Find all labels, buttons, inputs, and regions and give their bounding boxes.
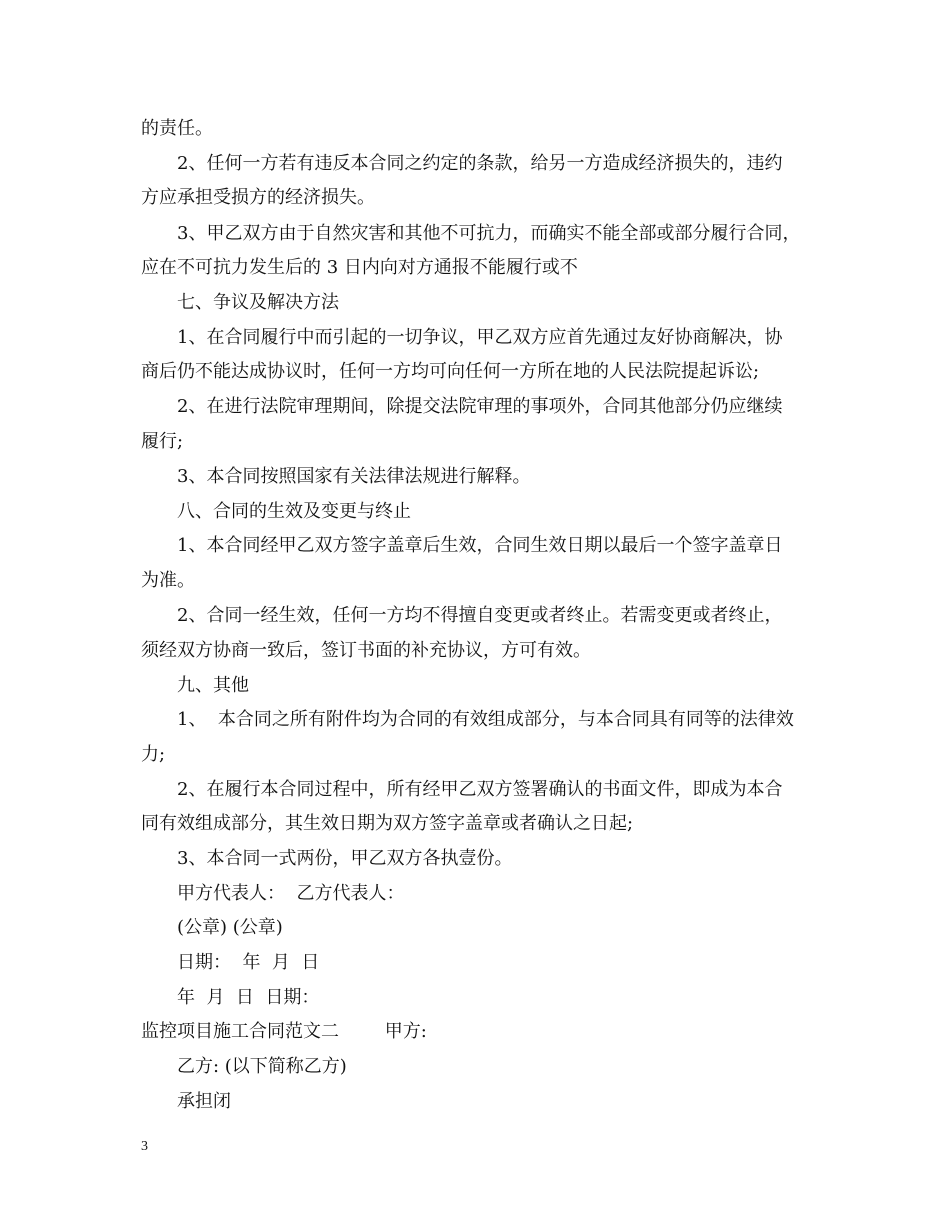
party-line: 乙方: (以下简称乙方) bbox=[177, 1056, 347, 1077]
text-line: 3、本合同一式两份，甲乙双方各执壹份。 bbox=[177, 848, 513, 869]
text-line: 应在不可抗力发生后的 3 日内向对方通报不能履行或不 bbox=[141, 257, 578, 278]
seal-line: (公章) (公章) bbox=[177, 917, 283, 938]
text-line: 3、本合同按照国家有关法律法规进行解释。 bbox=[177, 466, 531, 487]
text-line: 商后仍不能达成协议时，任何一方均可向任何一方所在地的人民法院提起诉讼; bbox=[141, 361, 760, 382]
text-line: 3、甲乙双方由于自然灾害和其他不可抗力，而确实不能全部或部分履行合同， bbox=[177, 223, 801, 244]
text-line: 承担闭 bbox=[177, 1091, 231, 1112]
text-line: 2、在进行法院审理期间，除提交法院审理的事项外，合同其他部分仍应继续 bbox=[177, 396, 783, 417]
section-heading: 九、其他 bbox=[177, 675, 249, 696]
text-line: 同有效组成部分，其生效日期为双方签字盖章或者确认之日起; bbox=[141, 813, 634, 834]
page-number: 3 bbox=[141, 1139, 148, 1154]
text-line: 1、本合同经甲乙双方签字盖章后生效，合同生效日期以最后一个签字盖章日 bbox=[177, 535, 783, 556]
text-line: 为准。 bbox=[141, 570, 195, 591]
text-line: 1、在合同履行中而引起的一切争议，甲乙双方应首先通过友好协商解决，协 bbox=[177, 327, 783, 348]
section-heading: 八、合同的生效及变更与终止 bbox=[177, 501, 411, 522]
text-line: 力; bbox=[141, 744, 166, 765]
text-line: 履行; bbox=[141, 431, 184, 452]
text-line: 方应承担受损方的经济损失。 bbox=[141, 187, 375, 208]
text-line: 2、任何一方若有违反本合同之约定的条款，给另一方造成经济损失的，违约 bbox=[177, 153, 783, 174]
section-heading: 七、争议及解决方法 bbox=[177, 292, 339, 313]
text-line: 的责任。 bbox=[141, 118, 213, 139]
text-line: 须经双方协商一致后，签订书面的补充协议，方可有效。 bbox=[141, 640, 591, 661]
signature-line: 甲方代表人： 乙方代表人： bbox=[177, 883, 405, 904]
text-line: 2、合同一经生效，任何一方均不得擅自变更或者终止。若需变更或者终止， bbox=[177, 605, 783, 626]
document-title-line: 监控项目施工合同范文二 甲方: bbox=[141, 1021, 427, 1042]
date-line: 年 月 日 日期： bbox=[177, 987, 320, 1008]
text-line: 1、 本合同之所有附件均为合同的有效组成部分，与本合同具有同等的法律效 bbox=[177, 709, 794, 730]
text-line: 2、在履行本合同过程中，所有经甲乙双方签署确认的书面文件，即成为本合 bbox=[177, 779, 783, 800]
date-line: 日期： 年 月 日 bbox=[177, 952, 320, 973]
